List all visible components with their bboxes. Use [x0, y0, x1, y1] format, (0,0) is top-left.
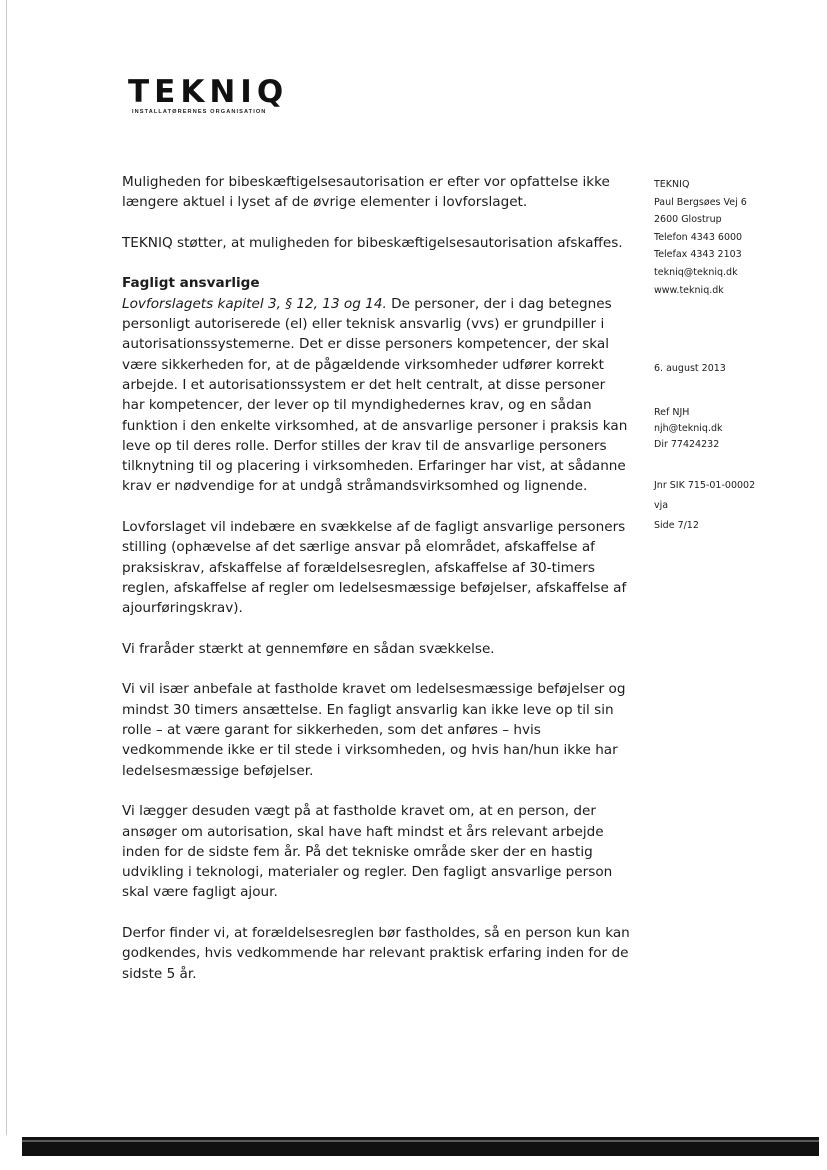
journal-line: vja: [654, 500, 669, 511]
address-line: tekniq@tekniq.dk: [654, 266, 738, 278]
letter-body: [122, 172, 632, 1004]
paragraph-2: TEKNIQ støtter, at muligheden for bibeskæftigelsesautorisation afskaffes.: [122, 234, 623, 251]
address-line: 2600 Glostrup: [654, 214, 722, 226]
logo-wordmark: TEKNIQ: [128, 74, 289, 110]
address-line: www.tekniq.dk: [654, 284, 724, 296]
paragraph-3: [122, 294, 632, 497]
reference-block: [654, 405, 723, 454]
footer-bar: [22, 1137, 819, 1156]
paragraph-5: Vi fraråder stærkt at gennemføre en sådan svækkelse.: [122, 640, 495, 657]
paragraph-7: Vi lægger desuden vægt på at fastholde kravet om, at en person, der ansøger om autorisation, skal have haft mindst et års relevant arbejde inden for de sidste fem år. På det tekniske område sker der en hastig udvikling i teknologi, materialer og regler. Den fagligt ansvarlige person skal være fagligt ajour.: [122, 803, 613, 901]
law-reference: Lovforslagets kapitel 3, § 12, 13 og 14.: [122, 295, 387, 312]
journal-block: [654, 476, 755, 536]
paragraph-1: Muligheden for bibeskæftigelsesautorisation er efter vor opfattelse ikke længere aktuel i lyset af de øvrige elementer i lovforslaget.: [122, 174, 610, 211]
ref-line: njh@tekniq.dk: [654, 423, 723, 435]
address-line: Telefon 4343 6000: [654, 231, 743, 243]
paragraph-4: Lovforslaget vil indebære en svækkelse af de fagligt ansvarlige personers stilling (ophævelse af det særlige ansvar på elområdet, afskaffelse af praksiskrav, afskaffelse af forældelsesreglen, afskaffelse af 30-timers reglen, afskaffelse af regler om ledelsesmæssige beføjelser, afskaffelse af ajourføringskrav).: [122, 519, 627, 617]
paragraph-6: Vi vil især anbefale at fastholde kravet om ledelsesmæssige beføjelser og mindst 30 timers ansættelse. En fagligt ansvarlig kan ikke leve op til sin rolle – at være garant for sikkerheden, som det anføres – hvis vedkommende ikke er til stede i virksomheden, og hvis han/hun ikke har ledelsesmæssige beføjelser.: [122, 681, 626, 779]
logo-subtitle: INSTALLATØRERNES ORGANISATION: [132, 109, 267, 115]
journal-line: Side 7/12: [654, 520, 699, 531]
page-edge-line: [6, 0, 7, 1135]
ref-line: Dir 77424232: [654, 439, 720, 451]
section-heading: Fagligt ansvarlige: [122, 275, 260, 292]
address-line: Telefax 4343 2103: [654, 249, 742, 261]
journal-line: Jnr SIK 715-01-00002: [654, 480, 756, 491]
paragraph-8: Derfor finder vi, at forældelsesreglen bør fastholdes, så en person kun kan godkendes, hvis vedkommende har relevant praktisk erfaring inden for de sidste 5 år.: [122, 924, 630, 982]
letter-date: 6. august 2013: [654, 363, 726, 374]
ref-line: Ref NJH: [654, 407, 690, 418]
paragraph-3-text: De personer, der i dag betegnes personligt autoriserede (el) eller teknisk ansvarlig (vvs) er grundpiller i autorisationssystemerne. Det er disse personers kompetencer, der skal være sikkerheden for, at de pågældende virksomheder udfører korrekt arbejde. I et autorisationssystem er det helt centralt, at disse personer har kompetencer, der lever op til myndighedernes krav, og en sådan funktion i den enkelte virksomhed, at de ansvarlige personer i praksis kan leve op til deres rolle. Derfor stilles der krav til de ansvarlige personers tilknytning til og placering i virksomheden. Erfaringer har vist, at sådanne krav er nødvendige for at undgå stråmandsvirksomhed og lignende.: [122, 295, 628, 495]
address-line: Paul Bergsøes Vej 6: [654, 196, 747, 208]
tekniq-logo: [128, 76, 288, 115]
sender-address-block: [654, 176, 747, 299]
address-line: TEKNIQ: [654, 179, 690, 190]
